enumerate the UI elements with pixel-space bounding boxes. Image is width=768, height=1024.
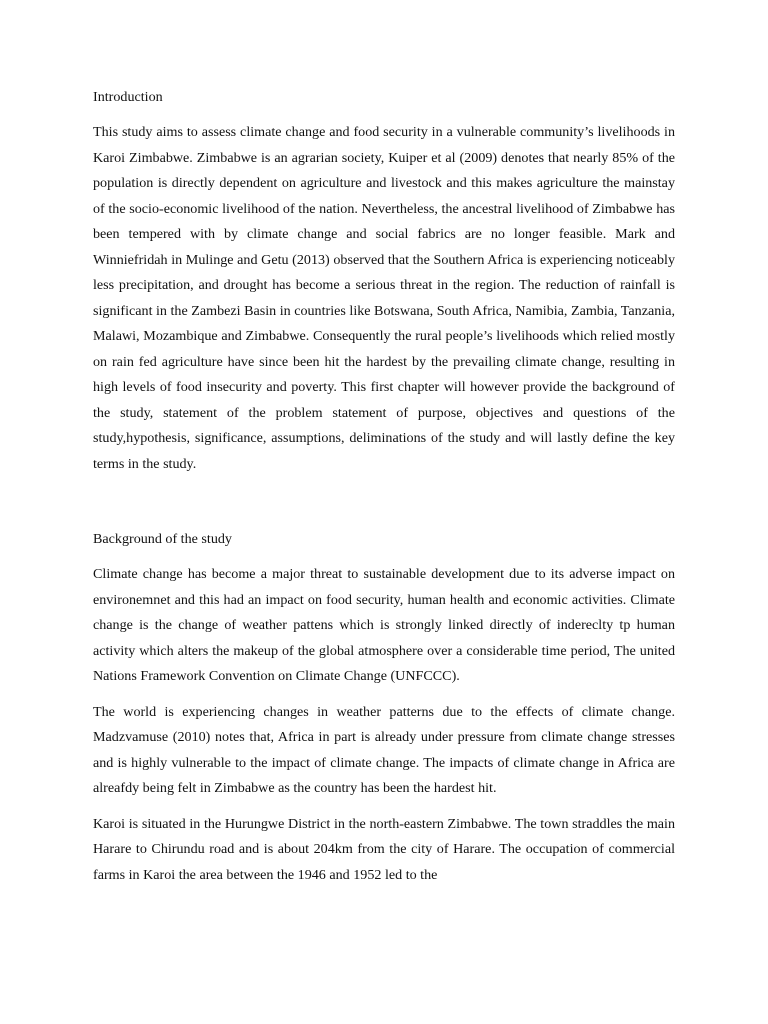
section-spacer: [93, 487, 675, 529]
background-heading: Background of the study: [93, 531, 232, 547]
background-paragraph-1: Climate change has become a major threat to sustainable development due to its adverse impact on environemnet and this had an impact on food security, human health and economic activities. Climate change is the change of weather pattens which is strongly linked directly of indereclty tp human activity which alters the makeup of the global atmosphere over a considerable time period, The united Nations Framework Convention on Climate Change (UNFCCC).: [93, 566, 675, 684]
background-paragraph-2: The world is experiencing changes in weather patterns due to the effects of climate change. Madzvamuse (2010) notes that, Africa in part is already under pressure from climate change stresses and is highly vulnerable to the impact of climate change. The impacts of climate change in Africa are alreafdy being felt in Zimbabwe as the country has been the hardest hit.: [93, 703, 675, 796]
background-section: [93, 529, 675, 888]
introduction-heading: Introduction: [93, 89, 163, 105]
introduction-paragraph: This study aims to assess climate change and food security in a vulnerable community’s livelihoods in Karoi Zimbabwe. Zimbabwe is an agrarian society, Kuiper et al (2009) denotes that nearly 85% of the population is directly dependent on agriculture and livestock and this makes agriculture the mainstay of the socio-economic livelihood of the nation. Nevertheless, the ancestral livelihood of Zimbabwe has been tempered with by climate change and social fabrics are no longer feasible. Mark and Winniefridah in Mulinge and Getu (2013) observed that the Southern Africa is experiencing noticeably less precipitation, and drought has become a serious threat in the region. The reduction of rainfall is significant in the Zambezi Basin in countries like Botswana, South Africa, Namibia, Zambia, Tanzania, Malawi, Mozambique and Zimbabwe. Consequently the rural people’s livelihoods which relied mostly on rain fed agriculture have since been hit the hardest by the prevailing climate change, resulting in high levels of food insecurity and poverty. This first chapter will however provide the background of the study, statement of the problem statement of purpose, objectives and questions of the study,hypothesis, significance, assumptions, deliminations of the study and will lastly define the key terms in the study.: [93, 124, 675, 472]
introduction-section: [93, 87, 675, 477]
background-paragraph-3: Karoi is situated in the Hurungwe District in the north-eastern Zimbabwe. The town straddles the main Harare to Chirundu road and is about 204km from the city of Harare. The occupation of commercial farms in Karoi the area between the 1946 and 1952 led to the: [93, 815, 675, 883]
